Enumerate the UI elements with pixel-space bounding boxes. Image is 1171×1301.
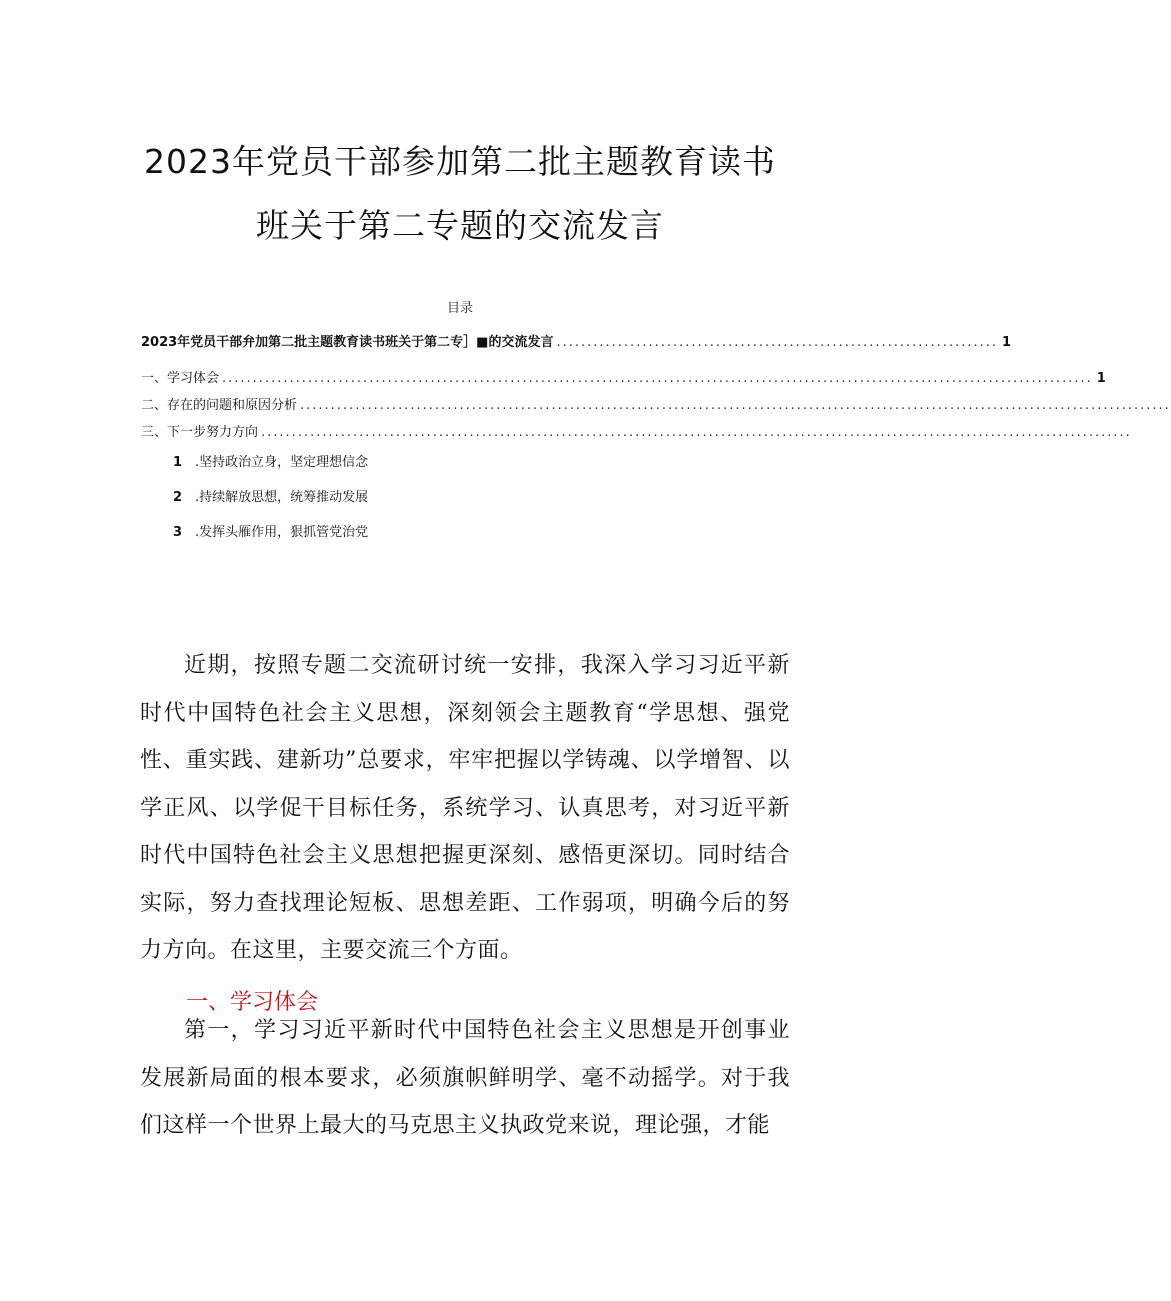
toc-subentry[interactable] [173,451,368,470]
toc-leader-dots: ........................................................................ [556,335,998,350]
toc-heading: 目录 [446,301,473,316]
toc-entry[interactable] [141,367,1106,386]
toc-entry-page: 1 [1001,335,1011,350]
toc-leader-dots: .............................................................................................................................................. [222,371,1093,386]
toc-entry[interactable] [141,421,1132,440]
document-title-line-1: 2023年党员干部参加第二批主题教育读书 [144,142,776,181]
toc-entry-label: 三、下一步努力方向 [141,425,259,440]
toc-entry[interactable] [141,331,1011,350]
toc-entry-page: 1 [1096,371,1106,386]
toc-entry[interactable] [141,394,1171,413]
toc-entry-label: 一、学习体会 [141,371,220,386]
section-paragraph: 第一，学习习近平新时代中国特色社会主义思想是开创事业发展新局面的根本要求，必须旗帜鲜明学、毫不动摇学。对于我们这样一个世界上最大的马克思主义执政党来说，理论强，才能 [140,1018,790,1138]
toc-subentry-text: .持续解放思想，统筹推动发展 [195,490,369,505]
toc-leader-dots: .............................................................................................................................................. [261,425,1132,440]
toc-subentry[interactable] [173,486,368,505]
intro-paragraph: 近期，按照专题二交流研讨统一安排，我深入学习习近平新时代中国特色社会主义思想，深刻领会主题教育“学思想、强党性、重实践、建新功”总要求，牢牢把握以学铸魂、以学增智、以学正风、以学促干目标任务，系统学习、认真思考，对习近平新时代中国特色社会主义思想把握更深刻、感悟更深切。同时结合实际，努力查找理论短板、思想差距、工作弱项，明确今后的努力方向。在这里，主要交流三个方面。 [140,653,790,963]
toc-entry-label: 二、存在的问题和原因分析 [141,398,298,413]
toc-leader-dots: .............................................................................................................................................. [300,398,1171,413]
toc-entry-label: 2023年党员干部弁加第二批主题教育读书班关于第二专］■的交流发言 [141,335,554,350]
toc-subentry-number: 2 [173,490,183,505]
toc-subentry-number: 1 [173,455,183,470]
toc-subentry-number: 3 [173,525,183,540]
toc-subentry-text: .坚持政治立身，坚定理想信念 [195,455,369,470]
document-title-line-2: 班关于第二专题的交流发言 [256,206,664,245]
toc-subentry[interactable] [173,521,368,540]
toc-subentry-text: .发挥头雁作用，狠抓管党治党 [195,525,369,540]
section-heading-study: 一、学习体会 [186,990,319,1015]
